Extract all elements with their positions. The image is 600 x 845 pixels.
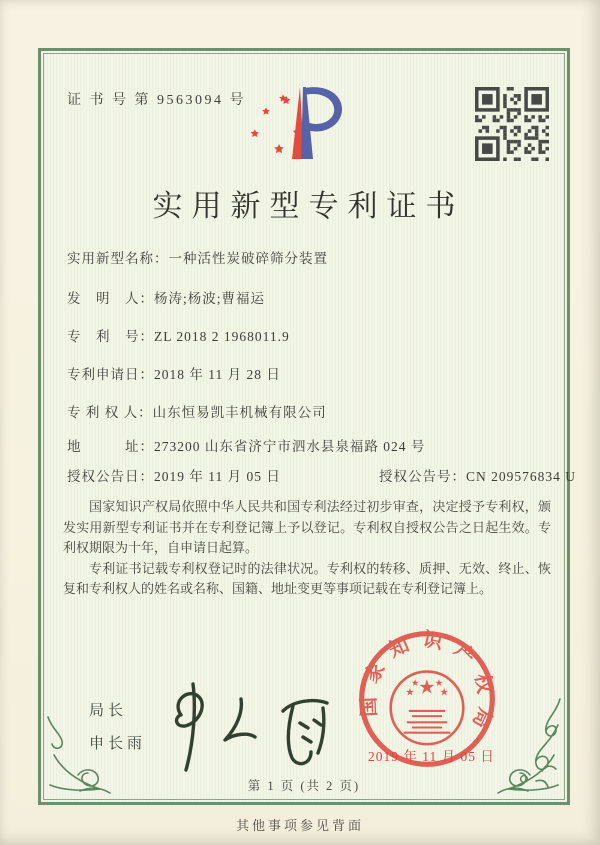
field-value: 一种活性炭破碎筛分装置 <box>168 251 328 266</box>
field-filing-date <box>67 363 281 383</box>
seal-agency-text: 国家知识产权局 <box>357 629 497 742</box>
field-label: 专 利 号： <box>67 329 154 344</box>
page-number: 第 1 页 (共 2 页) <box>247 779 361 793</box>
seal-date: 2019 年 11 月 05 日 <box>368 749 495 764</box>
qr-code-icon <box>475 87 549 161</box>
field-label: 实用新型名称： <box>67 251 169 266</box>
svg-text:★: ★ <box>410 679 420 690</box>
field-patent-number <box>67 325 290 345</box>
field-patentee <box>67 401 327 421</box>
field-value: CN 209576834 U <box>466 469 577 484</box>
legal-paragraph-1: 国家知识产权局依照中华人民共和国专利法经过初步审查，决定授予专利权，颁发实用新型专利证书并在专利登记簿上予以登记。专利权自授权公告之日起生效。专利权期限为十年，自申请日起算。 <box>63 499 551 555</box>
field-address <box>67 435 425 455</box>
director-title: 局长 <box>89 703 128 719</box>
field-label: 发 明 人： <box>67 291 154 306</box>
legal-paragraph-2: 专利证书记载专利权登记时的法律状况。专利权的转移、质押、无效、终止、恢复和专利权人的姓名或名称、国籍、地址变更等事项记载在专利登记簿上。 <box>63 560 551 596</box>
field-value: 2018 年 11 月 28 日 <box>154 367 281 382</box>
back-note: 其他事项参见背面 <box>235 818 364 833</box>
field-label: 专利申请日： <box>67 367 154 382</box>
field-utility-model-name <box>67 247 328 267</box>
field-inventors <box>67 287 265 307</box>
field-label: 授权公告号： <box>379 469 466 484</box>
field-value: 山东恒易凯丰机械有限公司 <box>152 405 327 420</box>
field-value: 杨涛;杨波;曹福运 <box>154 291 266 306</box>
field-grant-number <box>379 465 576 485</box>
field-label: 专 利 权 人： <box>67 405 153 420</box>
national-emblem-icon <box>391 672 464 745</box>
svg-text:★: ★ <box>434 679 444 690</box>
field-label: 地 址： <box>67 439 154 454</box>
certificate-title: 实用新型专利证书 <box>152 190 465 223</box>
director-signature-icon <box>153 679 353 774</box>
field-grant-date <box>67 469 281 484</box>
field-value: ZL 2018 2 1968011.9 <box>154 329 290 344</box>
certificate-number: 证 书 号 第 9563094 号 <box>67 93 246 108</box>
legal-text <box>63 497 551 600</box>
certificate-frame <box>38 48 577 805</box>
svg-text:★: ★ <box>418 676 436 699</box>
director-name: 申长雨 <box>89 736 147 752</box>
field-grant-row <box>67 465 577 485</box>
field-value: 2019 年 11 月 05 日 <box>154 469 281 484</box>
field-value: 273200 山东省济宁市泗水县泉福路 024 号 <box>154 439 426 454</box>
field-label: 授权公告日： <box>67 469 154 484</box>
svg-text:★: ★ <box>439 687 449 699</box>
cnipa-logo-icon <box>234 71 374 173</box>
svg-text:★: ★ <box>405 687 415 699</box>
